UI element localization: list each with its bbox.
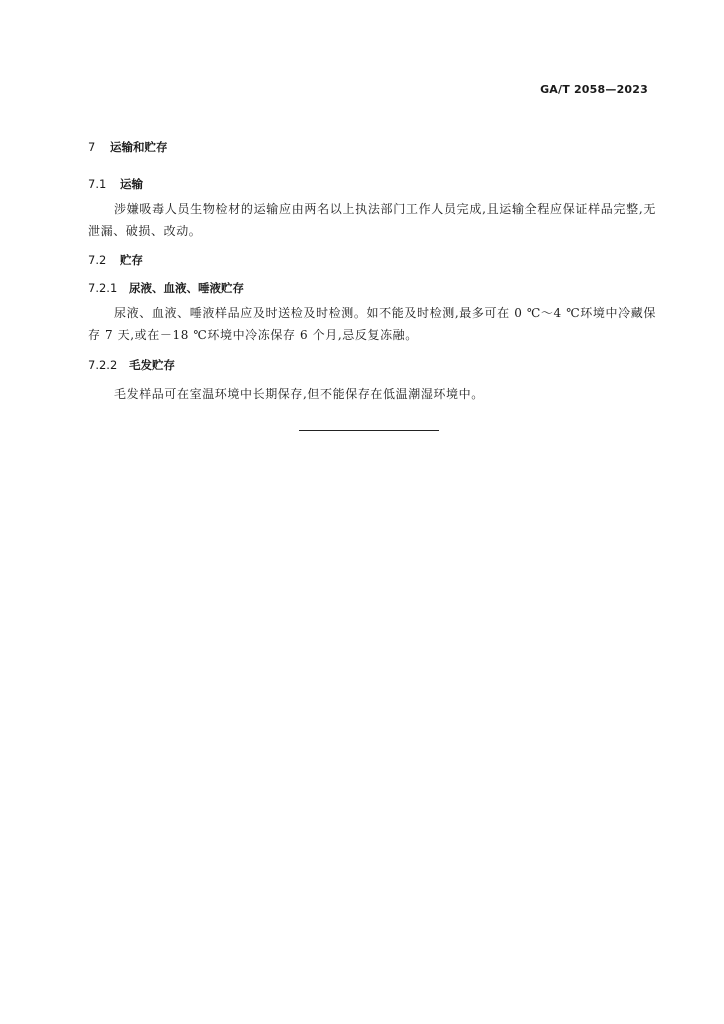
standard-number-header: GA/T 2058—2023 xyxy=(540,83,648,96)
section-title: 尿液、血液、唾液贮存 xyxy=(129,281,245,295)
section-7-2-2-paragraph: 毛发样品可在室温环境中长期保存,但不能保存在低温潮湿环境中。 xyxy=(114,387,484,401)
section-7-2-2-heading xyxy=(88,357,175,373)
section-7-1-paragraph: 涉嫌吸毒人员生物检材的运输应由两名以上执法部门工作人员完成,且运输全程应保证样品完整,无泄漏、破损、改动。 xyxy=(88,202,656,238)
section-number: 7.1 xyxy=(88,177,107,191)
section-title: 运输和贮存 xyxy=(110,140,168,154)
section-7-2-1-paragraph: 尿液、血液、唾液样品应及时送检及时检测。如不能及时检测,最多可在 0 ℃～4 ℃环境中冷藏保存 7 天,或在－18 ℃环境中冷冻保存 6 个月,忌反复冻融。 xyxy=(88,306,656,342)
section-7-2-heading xyxy=(88,252,143,268)
section-number: 7.2.1 xyxy=(88,281,118,295)
section-title: 毛发贮存 xyxy=(129,358,176,372)
section-title: 贮存 xyxy=(120,253,144,267)
section-7-2-1-heading xyxy=(88,280,244,296)
section-number: 7.2.2 xyxy=(88,358,118,372)
end-of-document-rule xyxy=(299,430,439,431)
section-7-heading xyxy=(88,139,168,155)
section-number: 7 xyxy=(88,140,96,154)
section-number: 7.2 xyxy=(88,253,107,267)
section-7-1-heading xyxy=(88,176,143,192)
section-title: 运输 xyxy=(120,177,144,191)
